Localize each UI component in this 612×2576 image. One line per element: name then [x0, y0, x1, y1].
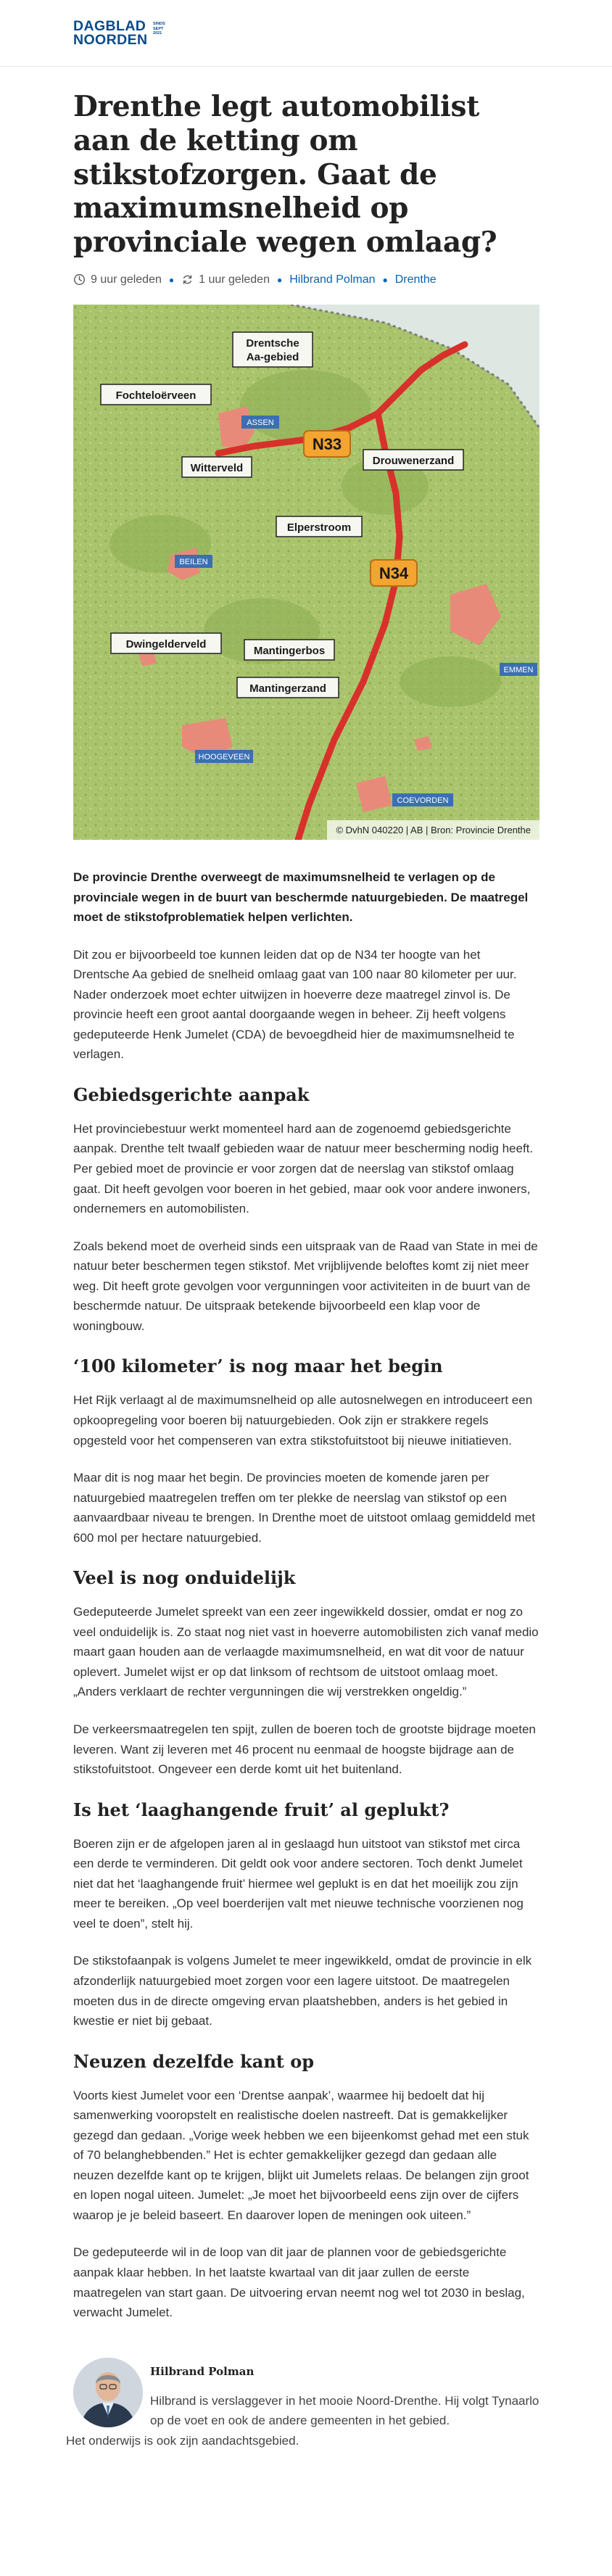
area-label-drouwenerzand: Drouwenerzand	[372, 454, 455, 467]
paragraph: Dit zou er bijvoorbeeld toe kunnen leiden dat op de N34 ter hoogte van het Drentsche Aa gebied de snelheid omlaag gaat van 100 naar 80 kilometer per uur. Nader onderzoek moet echter uitwijzen in hoeverre deze maatregel zinvol is. De provincie heeft een groot aantal doorgaande wegen in beheer. Zij heeft volgens gedeputeerde Henk Jumelet (CDA) de bevoegdheid hier de maximumsnelheid te verlagen.	[73, 947, 517, 1062]
paragraph: De verkeersmaatregelen ten spijt, zullen de boeren toch de grootste bijdrage moeten leveren. Want zij leveren met 46 procent nu eenmaal de hoogste bijdrage aan de stikstofuitstoot. Ongeveer een derde komt uit het buitenland.	[73, 1722, 536, 1777]
area-label-dwingelderveld: Dwingelderveld	[125, 637, 207, 651]
map-svg	[73, 305, 539, 840]
town-label-emmen: EMMEN	[503, 665, 534, 674]
published-time: 9 uur geleden	[91, 273, 162, 286]
paragraph: Gedeputeerde Jumelet spreekt van een zeer ingewikkeld dossier, omdat er nog zo veel onduidelijk is. Zo staat nog niet vast in hoeverre automobilisten zich vanaf medio maart gaan houden aan de verlaagde maximumsnelheid, en wat dit voor de natuur oplevert. Jumelet wijst er op dat linksom of rechtsom de uitstoot omlaag moet. „Anders verklaart de rechter vergunningen die wij verstrekken ongeldig.”	[73, 1605, 539, 1699]
meta-separator: ●	[168, 274, 175, 285]
paragraph: Boeren zijn er de afgelopen jaren al in geslaagd hun uitstoot van stikstof met circa een derde te verminderen. Dit geldt ook voor andere sectoren. Toch denkt Jumelet niet dat het ‘laaghangende fruit’ hiermee wel geplukt is en dat het moeilijk zou zijn meer te bereiken. „Op veel boerderijen valt met nieuwe technische voorzienen nog veel te doen”, stelt hij.	[73, 1836, 524, 1931]
road-label-n33: N33	[312, 434, 342, 453]
area-label-drentsche-aa-1: Drentsche	[246, 337, 299, 350]
area-label-mantingerzand: Mantingerzand	[249, 682, 326, 695]
area-label-elperstroom: Elperstroom	[286, 521, 352, 534]
image-credit: © DvhN 040220 | AB | Bron: Provincie Drenthe	[327, 820, 539, 840]
subheading: ‘100 kilometer’ is nog maar het begin	[73, 1355, 443, 1377]
clock-icon	[73, 273, 86, 286]
site-header	[0, 0, 612, 67]
paragraph: Het Rijk verlaagt al de maximumsnelheid op alle autosnelwegen en introduceert een opkoopregeling voor boeren bij natuurgebieden. Ook zijn er strakkere regels opgesteld voor het compenseren van extra stikstofuitstoot bij nieuwe initiatieven.	[73, 1393, 533, 1448]
meta-separator: ●	[382, 274, 388, 285]
paragraph: Het provinciebestuur werkt momenteel hard aan de zogenoemd gebiedsgerichte aanpak. Drenthe telt twaalf gebieden waar de natuur meer bescherming nodig heeft. Per gebied moet de provincie er voor zorgen dat de neerslag van stikstof omlaag gaat. Dit heeft gevolgen voor boeren in het gebied, maar ook voor andere inwoners, ondernemers en automobilisten.	[73, 1121, 534, 1216]
author-box	[66, 2358, 539, 2474]
article-title: Drenthe legt automobilist aan de ketting om stikstofzorgen. Gaat de maximumsnelheid op provinciale wegen omlaag?	[73, 90, 497, 260]
town-label-assen: ASSEN	[247, 418, 274, 427]
article-lead: De provincie Drenthe overweegt de maximumsnelheid te verlagen op de provinciale wegen in de buurt van beschermde natuurgebieden. De maatregel moet de stikstofproblematiek helpen verlichten.	[73, 870, 529, 925]
area-label-drentsche-aa-2: Aa-gebied	[246, 350, 299, 363]
town-label-coevorden: COEVORDEN	[397, 796, 449, 805]
site-logo[interactable]	[73, 20, 169, 49]
paragraph: De gedeputeerde wil in de loop van dit jaar de plannen voor de gebiedsgerichte aanpak klaar hebben. In het laatste kwartaal van dit jaar zullen de eerste maatregelen van start gaan. De uitvoering ervan neemt nog wel tot 2030 in beslag, verwacht Jumelet.	[73, 2245, 525, 2320]
author-bio-continued: Het onderwijs is ook zijn aandachtsgebied.	[66, 2433, 299, 2448]
town-label-hoogeveen: HOOGEVEEN	[198, 752, 250, 761]
subheading: Gebiedsgerichte aanpak	[73, 1083, 310, 1105]
area-label-fochteloerveen: Fochteloërveen	[115, 389, 197, 402]
subheading: Is het ‘laaghangende fruit’ al geplukt?	[73, 1799, 450, 1820]
paragraph: Maar dit is nog maar het begin. De provincies moeten de komende jaren per natuurgebied maatregelen treffen om ter plekke de neerslag van stikstof op een aanvaardbaar niveau te brengen. In Drenthe moet de uitstoot omlaag gemiddeld met 600 mol per hectare natuurgebied.	[73, 1471, 535, 1545]
updated-time: 1 uur geleden	[199, 273, 270, 286]
author-name[interactable]: Hilbrand Polman	[150, 2364, 255, 2378]
article-meta	[73, 271, 539, 289]
author-link[interactable]: Hilbrand Polman	[289, 273, 376, 286]
article-map-image	[73, 305, 539, 840]
region-link[interactable]: Drenthe	[394, 273, 437, 286]
paragraph: De stikstofaanpak is volgens Jumelet te meer ingewikkeld, omdat de provincie in elk afzonderlijk natuurgebied moet zorgen voor een lagere uitstoot. De maatregelen moeten dus in de directe omgeving ervan plaatshebben, anders is het gebied in kwestie er niet bij gebaat.	[73, 1954, 532, 2028]
area-label-witterveld: Witterveld	[190, 461, 244, 474]
avatar-illustration	[73, 2358, 143, 2427]
logo-line-1: DAGBLAD	[73, 18, 146, 34]
logo-since: SINDS SEPT 2021	[153, 22, 165, 36]
area-label-mantingerbos: Mantingerbos	[253, 644, 326, 657]
logo-line-2: NOORDEN	[73, 32, 148, 48]
paragraph: Voorts kiest Jumelet voor een ‘Drentse aanpak’, waarmee hij bedoelt dat hij samenwerking vooropstelt en realistische doelen nastreeft. Dat is gemakkelijker gezegd dan gedaan. „Vorige week hebben we een bijeenkomst gehad met een stuk of 70 belanghebbenden.” Het is echter gemakkelijker gezegd dan gedaan alle neuzen dezelfde kant op te krijgen, blijkt uit Jumelets relaas. De belangen zijn groot en lopen nogal uiteen. Jumelet: „Je moet het bijvoorbeeld eens zijn over de cijfers waarop je je beleid baseert. En daarover lopen de meningen ook uiteen.”	[73, 2088, 529, 2222]
subheading: Neuzen dezelfde kant op	[73, 2050, 315, 2072]
road-shield-n33	[304, 431, 350, 457]
road-shield-n34	[371, 560, 417, 586]
author-bio: Hilbrand is verslaggever in het mooie Noord-Drenthe. Hij volgt Tynaarlo op de voet en ook de andere gemeenten in het gebied.	[150, 2393, 539, 2428]
refresh-icon	[181, 273, 194, 286]
article	[66, 67, 539, 2474]
subheading: Veel is nog onduidelijk	[73, 1567, 296, 1589]
author-avatar[interactable]	[73, 2358, 143, 2427]
meta-separator: ●	[276, 274, 283, 285]
town-label-beilen: BEILEN	[179, 557, 208, 566]
paragraph: Zoals bekend moet de overheid sinds een uitspraak van de Raad van State in mei de natuur beter beschermen tegen stikstof. Met vrijblijvende beloftes komt zij niet meer weg. Dit heeft grote gevolgen voor vergunningen voor activiteiten in de buurt van de beschermde natuur. De uitspraak betekende bijvoorbeeld een klap voor de woningbouw.	[73, 1239, 538, 1333]
road-label-n34: N34	[379, 564, 409, 582]
